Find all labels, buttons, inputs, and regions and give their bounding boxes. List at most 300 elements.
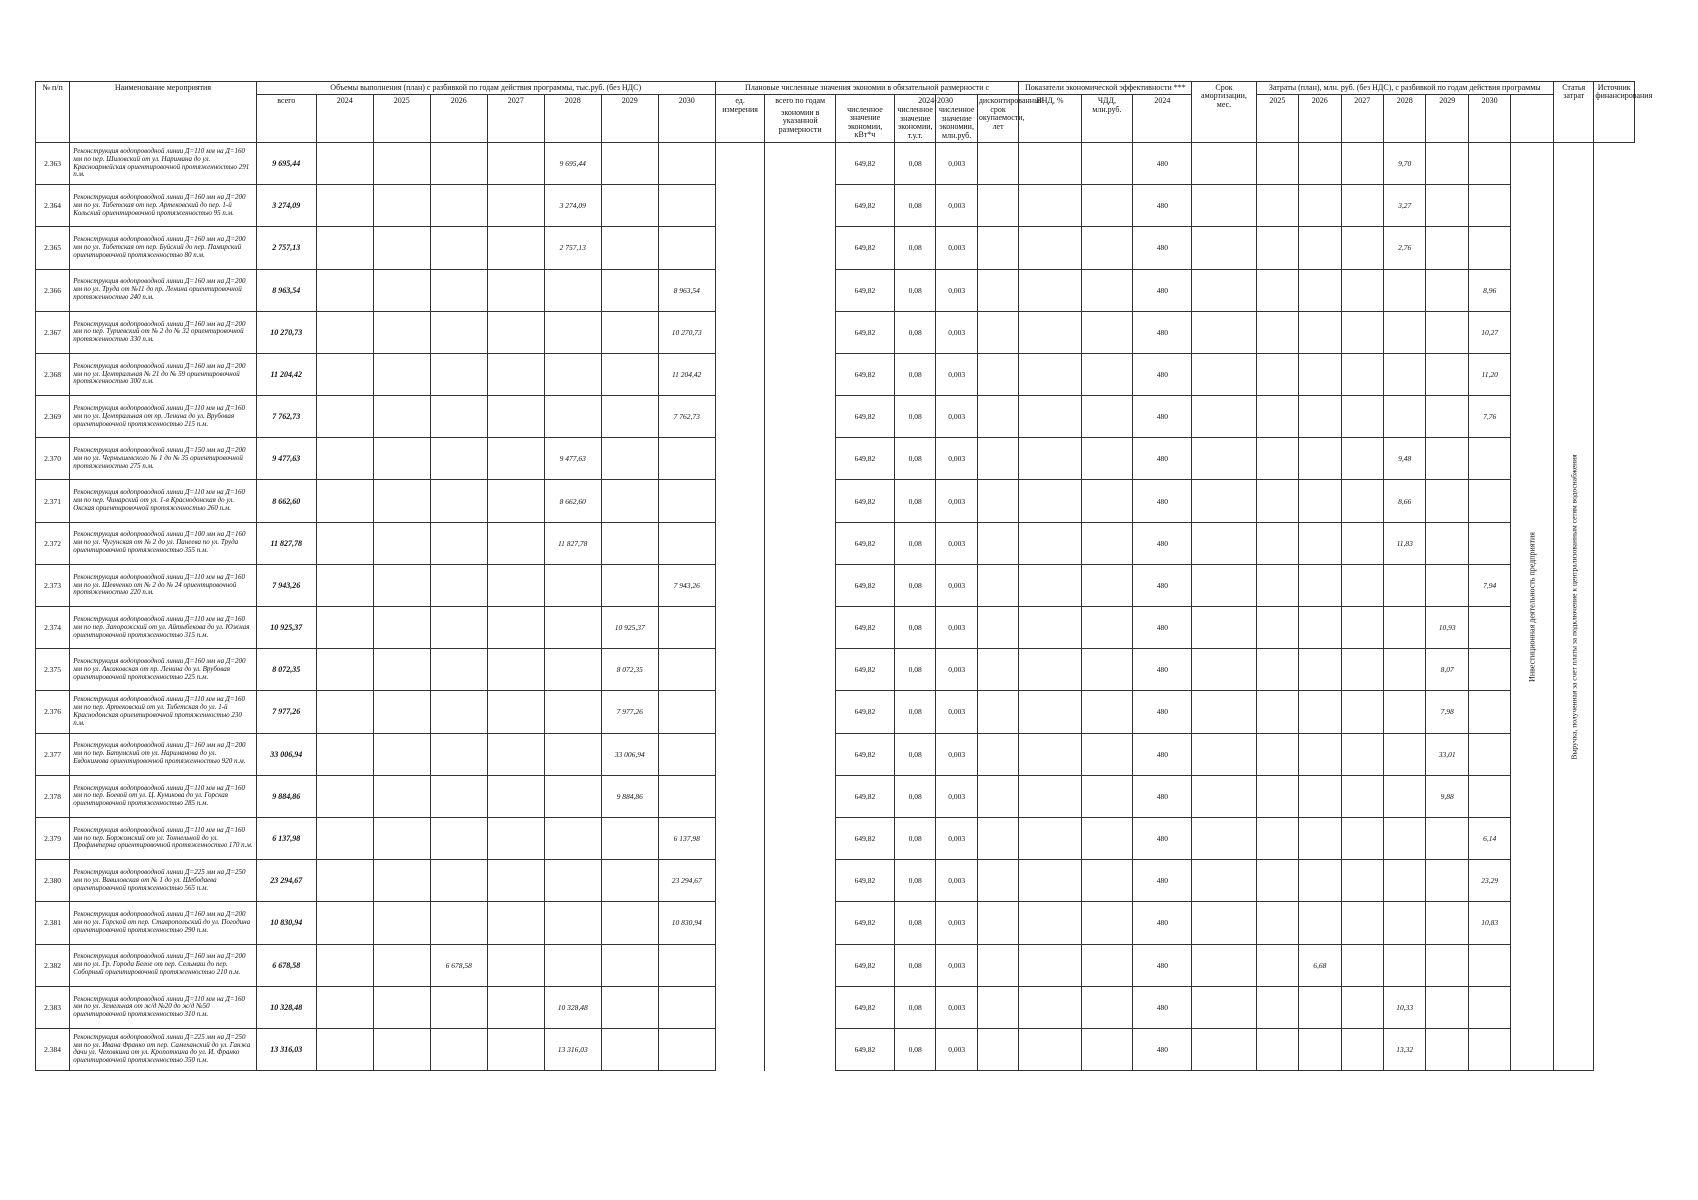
amortization-months: 480 bbox=[1133, 185, 1192, 227]
header-by-years bbox=[765, 95, 835, 143]
header-unit: ед. измерения bbox=[715, 95, 765, 143]
savings-by-years-cell bbox=[765, 986, 835, 1028]
unit-cell bbox=[715, 522, 765, 564]
volume-year-value bbox=[487, 775, 544, 817]
irr-cell bbox=[1019, 817, 1081, 859]
amortization-months: 480 bbox=[1133, 775, 1192, 817]
header-cost-year: 2030 bbox=[1468, 95, 1510, 143]
investment-program-table-sheet bbox=[35, 81, 1653, 1101]
header-cost-year: 2028 bbox=[1384, 95, 1426, 143]
row-number: 2.368 bbox=[36, 353, 70, 395]
volume-year-value bbox=[487, 607, 544, 649]
volume-year-value bbox=[487, 860, 544, 902]
cost-year-value: 11,20 bbox=[1468, 353, 1510, 395]
volume-year-value bbox=[601, 944, 658, 986]
cost-year-value bbox=[1299, 185, 1341, 227]
volume-year-value: 7 762,73 bbox=[658, 396, 715, 438]
volume-year-value bbox=[430, 1028, 487, 1070]
cost-year-value bbox=[1256, 564, 1298, 606]
measure-name: Реконструкция водопроводной линии Д=225 мм на Д=250 мм по ул. Вавиловская от № 1 до ул. Шебодаева ориентировочной протяженностью 565 п.м. bbox=[70, 860, 257, 902]
cost-year-value bbox=[1299, 902, 1341, 944]
cost-year-value bbox=[1341, 269, 1383, 311]
cost-year-value bbox=[1256, 902, 1298, 944]
cost-year-value bbox=[1384, 353, 1426, 395]
unit-cell bbox=[715, 986, 765, 1028]
cost-year-value bbox=[1299, 817, 1341, 859]
savings-tut: 0,08 bbox=[894, 860, 935, 902]
measure-name: Реконструкция водопроводной линии Д=160 мм на Д=200 мм по ул. Труда от №11 до пр. Ленина ориентировочной протяженностью 240 п.м. bbox=[70, 269, 257, 311]
cost-year-value bbox=[1299, 522, 1341, 564]
table-row bbox=[36, 353, 1635, 395]
savings-tut: 0,08 bbox=[894, 986, 935, 1028]
amortization-months: 480 bbox=[1133, 396, 1192, 438]
volume-year-value bbox=[373, 353, 430, 395]
cost-year-value bbox=[1299, 269, 1341, 311]
payback-cell bbox=[977, 564, 1019, 606]
volume-year-value bbox=[430, 691, 487, 733]
table-row bbox=[36, 311, 1635, 353]
cost-year-value bbox=[1384, 649, 1426, 691]
volume-year-value bbox=[601, 311, 658, 353]
savings-kwh: 649,82 bbox=[835, 775, 894, 817]
savings-kwh: 649,82 bbox=[835, 438, 894, 480]
savings-by-years-cell bbox=[765, 817, 835, 859]
header-year: 2029 bbox=[601, 95, 658, 143]
payback-cell bbox=[977, 269, 1019, 311]
payback-cell bbox=[977, 986, 1019, 1028]
volume-year-value bbox=[316, 649, 373, 691]
amortization-months: 480 bbox=[1133, 944, 1192, 986]
cost-year-value: 7,76 bbox=[1468, 396, 1510, 438]
header-name: Наименование мероприятия bbox=[70, 82, 257, 143]
row-number: 2.384 bbox=[36, 1028, 70, 1070]
header-year: 2024 bbox=[316, 95, 373, 143]
volume-year-value bbox=[601, 902, 658, 944]
volume-year-value bbox=[658, 649, 715, 691]
volume-year-value bbox=[316, 1028, 373, 1070]
cost-year-value bbox=[1192, 860, 1256, 902]
cost-year-value: 9,48 bbox=[1384, 438, 1426, 480]
funding-source-label: Выручка, полученная за счет платы за подключение к централизованным сетям водоснабжения bbox=[1569, 453, 1579, 760]
row-number: 2.371 bbox=[36, 480, 70, 522]
unit-cell bbox=[715, 311, 765, 353]
volume-year-value bbox=[316, 775, 373, 817]
measure-name: Реконструкция водопроводной линии Д=150 мм на Д=200 мм по ул. Чернышевского № 1 до № 35 ориентировочной протяженностью 275 п.м. bbox=[70, 438, 257, 480]
volume-year-value bbox=[373, 986, 430, 1028]
volume-year-value bbox=[544, 902, 601, 944]
row-number: 2.383 bbox=[36, 986, 70, 1028]
volume-year-value bbox=[487, 817, 544, 859]
npv-cell bbox=[1081, 733, 1133, 775]
volume-year-value bbox=[430, 185, 487, 227]
cost-year-value bbox=[1256, 775, 1298, 817]
savings-tut: 0,08 bbox=[894, 227, 935, 269]
irr-cell bbox=[1019, 649, 1081, 691]
savings-kwh: 649,82 bbox=[835, 649, 894, 691]
savings-rub: 0,003 bbox=[936, 564, 977, 606]
cost-year-value: 9,88 bbox=[1426, 775, 1468, 817]
volume-year-value bbox=[601, 564, 658, 606]
volume-total: 23 294,67 bbox=[256, 860, 316, 902]
irr-cell bbox=[1019, 691, 1081, 733]
payback-cell bbox=[977, 142, 1019, 184]
volume-year-value bbox=[373, 860, 430, 902]
amortization-months: 480 bbox=[1133, 311, 1192, 353]
npv-cell bbox=[1081, 311, 1133, 353]
savings-by-years-cell bbox=[765, 227, 835, 269]
savings-tut: 0,08 bbox=[894, 185, 935, 227]
unit-cell bbox=[715, 480, 765, 522]
row-number: 2.378 bbox=[36, 775, 70, 817]
header-cost-year: 2026 bbox=[1299, 95, 1341, 143]
irr-cell bbox=[1019, 353, 1081, 395]
cost-year-value bbox=[1256, 733, 1298, 775]
table-body bbox=[36, 142, 1635, 1070]
savings-kwh: 649,82 bbox=[835, 902, 894, 944]
volume-year-value: 9 477,63 bbox=[544, 438, 601, 480]
volume-total: 6 678,58 bbox=[256, 944, 316, 986]
amortization-months: 480 bbox=[1133, 986, 1192, 1028]
volume-year-value bbox=[316, 986, 373, 1028]
amortization-months: 480 bbox=[1133, 902, 1192, 944]
cost-year-value bbox=[1192, 311, 1256, 353]
table-row bbox=[36, 480, 1635, 522]
savings-tut: 0,08 bbox=[894, 480, 935, 522]
unit-cell bbox=[715, 396, 765, 438]
npv-cell bbox=[1081, 944, 1133, 986]
cost-year-value bbox=[1341, 311, 1383, 353]
cost-year-value bbox=[1341, 438, 1383, 480]
savings-tut: 0,08 bbox=[894, 691, 935, 733]
irr-cell bbox=[1019, 142, 1081, 184]
volume-year-value bbox=[487, 353, 544, 395]
volume-year-value bbox=[487, 227, 544, 269]
table-row bbox=[36, 564, 1635, 606]
volume-year-value bbox=[316, 269, 373, 311]
unit-cell bbox=[715, 733, 765, 775]
cost-year-value bbox=[1341, 185, 1383, 227]
savings-by-years-cell bbox=[765, 775, 835, 817]
cost-year-value: 8,96 bbox=[1468, 269, 1510, 311]
row-number: 2.377 bbox=[36, 733, 70, 775]
header-year: 2026 bbox=[430, 95, 487, 143]
savings-rub: 0,003 bbox=[936, 185, 977, 227]
npv-cell bbox=[1081, 1028, 1133, 1070]
unit-cell bbox=[715, 227, 765, 269]
irr-cell bbox=[1019, 269, 1081, 311]
cost-year-value bbox=[1384, 311, 1426, 353]
table-row bbox=[36, 269, 1635, 311]
volume-year-value bbox=[373, 817, 430, 859]
savings-by-years-cell bbox=[765, 607, 835, 649]
cost-year-value bbox=[1384, 269, 1426, 311]
row-number: 2.367 bbox=[36, 311, 70, 353]
amortization-months: 480 bbox=[1133, 269, 1192, 311]
header-row-1 bbox=[36, 82, 1635, 95]
volume-total: 33 006,94 bbox=[256, 733, 316, 775]
header-cost-year: 2024 bbox=[1133, 95, 1192, 143]
savings-kwh: 649,82 bbox=[835, 480, 894, 522]
unit-cell bbox=[715, 269, 765, 311]
header-year: 2030 bbox=[658, 95, 715, 143]
row-number: 2.380 bbox=[36, 860, 70, 902]
header-volume-group: Объемы выполнения (план) с разбивкой по годам действия программы, тыс.руб. (без НДС) bbox=[256, 82, 715, 95]
volume-year-value bbox=[373, 227, 430, 269]
savings-kwh: 649,82 bbox=[835, 142, 894, 184]
volume-year-value bbox=[487, 480, 544, 522]
cost-year-value bbox=[1341, 733, 1383, 775]
volume-total: 7 977,26 bbox=[256, 691, 316, 733]
volume-year-value bbox=[430, 311, 487, 353]
unit-cell bbox=[715, 817, 765, 859]
volume-year-value bbox=[544, 269, 601, 311]
cost-year-value bbox=[1468, 142, 1510, 184]
savings-rub: 0,003 bbox=[936, 775, 977, 817]
header-planned-group: Плановые численные значения экономии в обязательной размерности с bbox=[715, 82, 1019, 95]
savings-rub: 0,003 bbox=[936, 986, 977, 1028]
payback-cell bbox=[977, 733, 1019, 775]
volume-year-value bbox=[544, 775, 601, 817]
npv-cell bbox=[1081, 902, 1133, 944]
table-row bbox=[36, 227, 1635, 269]
volume-year-value: 9 695,44 bbox=[544, 142, 601, 184]
savings-kwh: 649,82 bbox=[835, 353, 894, 395]
volume-year-value bbox=[658, 986, 715, 1028]
volume-year-value bbox=[430, 649, 487, 691]
payback-cell bbox=[977, 1028, 1019, 1070]
cost-year-value bbox=[1426, 817, 1468, 859]
cost-year-value bbox=[1256, 1028, 1298, 1070]
cost-year-value bbox=[1426, 269, 1468, 311]
savings-tut: 0,08 bbox=[894, 817, 935, 859]
row-number: 2.373 bbox=[36, 564, 70, 606]
cost-year-value bbox=[1426, 396, 1468, 438]
cost-year-value bbox=[1299, 438, 1341, 480]
volume-year-value bbox=[487, 691, 544, 733]
cost-year-value bbox=[1192, 564, 1256, 606]
table-row bbox=[36, 817, 1635, 859]
savings-kwh: 649,82 bbox=[835, 185, 894, 227]
cost-year-value: 8,07 bbox=[1426, 649, 1468, 691]
savings-kwh: 649,82 bbox=[835, 986, 894, 1028]
cost-year-value bbox=[1341, 564, 1383, 606]
savings-rub: 0,003 bbox=[936, 396, 977, 438]
cost-year-value: 6,68 bbox=[1299, 944, 1341, 986]
table-row bbox=[36, 733, 1635, 775]
cost-year-value bbox=[1299, 564, 1341, 606]
row-number: 2.382 bbox=[36, 944, 70, 986]
cost-year-value bbox=[1468, 607, 1510, 649]
savings-rub: 0,003 bbox=[936, 522, 977, 564]
payback-cell bbox=[977, 944, 1019, 986]
savings-kwh: 649,82 bbox=[835, 691, 894, 733]
table-row bbox=[36, 185, 1635, 227]
unit-cell bbox=[715, 1028, 765, 1070]
amortization-months: 480 bbox=[1133, 649, 1192, 691]
volume-year-value bbox=[658, 185, 715, 227]
volume-total: 7 943,26 bbox=[256, 564, 316, 606]
volume-year-value bbox=[487, 1028, 544, 1070]
amortization-months: 480 bbox=[1133, 353, 1192, 395]
unit-cell bbox=[715, 607, 765, 649]
cost-year-value bbox=[1384, 902, 1426, 944]
savings-rub: 0,003 bbox=[936, 438, 977, 480]
amortization-months: 480 bbox=[1133, 691, 1192, 733]
payback-cell bbox=[977, 522, 1019, 564]
volume-year-value bbox=[316, 902, 373, 944]
volume-year-value: 10 925,37 bbox=[601, 607, 658, 649]
npv-cell bbox=[1081, 269, 1133, 311]
cost-year-value bbox=[1468, 775, 1510, 817]
cost-year-value bbox=[1256, 396, 1298, 438]
savings-rub: 0,003 bbox=[936, 944, 977, 986]
row-number: 2.370 bbox=[36, 438, 70, 480]
volume-year-value bbox=[601, 986, 658, 1028]
cost-year-value bbox=[1426, 227, 1468, 269]
irr-cell bbox=[1019, 564, 1081, 606]
row-number: 2.379 bbox=[36, 817, 70, 859]
volume-year-value bbox=[487, 564, 544, 606]
irr-cell bbox=[1019, 227, 1081, 269]
savings-by-years-cell bbox=[765, 944, 835, 986]
savings-tut: 0,08 bbox=[894, 944, 935, 986]
volume-year-value bbox=[487, 733, 544, 775]
volume-year-value bbox=[601, 142, 658, 184]
volume-year-value bbox=[373, 185, 430, 227]
amortization-months: 480 bbox=[1133, 522, 1192, 564]
row-number: 2.372 bbox=[36, 522, 70, 564]
savings-rub: 0,003 bbox=[936, 480, 977, 522]
amortization-months: 480 bbox=[1133, 480, 1192, 522]
volume-total: 8 662,60 bbox=[256, 480, 316, 522]
cost-year-value bbox=[1299, 480, 1341, 522]
cost-year-value bbox=[1384, 564, 1426, 606]
row-number: 2.374 bbox=[36, 607, 70, 649]
volume-year-value: 11 827,78 bbox=[544, 522, 601, 564]
payback-cell bbox=[977, 775, 1019, 817]
cost-year-value bbox=[1192, 902, 1256, 944]
savings-tut: 0,08 bbox=[894, 564, 935, 606]
volume-year-value bbox=[373, 522, 430, 564]
savings-tut: 0,08 bbox=[894, 269, 935, 311]
volume-year-value: 8 963,54 bbox=[658, 269, 715, 311]
volume-year-value bbox=[430, 438, 487, 480]
volume-year-value bbox=[658, 733, 715, 775]
cost-year-value bbox=[1341, 691, 1383, 733]
savings-by-years-cell bbox=[765, 860, 835, 902]
cost-year-value bbox=[1426, 185, 1468, 227]
savings-tut: 0,08 bbox=[894, 142, 935, 184]
cost-year-value bbox=[1341, 353, 1383, 395]
savings-kwh: 649,82 bbox=[835, 311, 894, 353]
payback-cell bbox=[977, 353, 1019, 395]
header-npv: ЧДД, млн.руб. bbox=[1081, 95, 1133, 143]
measure-name: Реконструкция водопроводной линии Д=110 мм на Д=160 мм по пер. Боржомский от ул. Тоннельной до ул. Профинтерна ориентировочной протяженностью 170 п.м. bbox=[70, 817, 257, 859]
volume-year-value bbox=[487, 986, 544, 1028]
cost-year-value bbox=[1299, 860, 1341, 902]
npv-cell bbox=[1081, 480, 1133, 522]
cost-year-value bbox=[1192, 817, 1256, 859]
row-number: 2.363 bbox=[36, 142, 70, 184]
measure-name: Реконструкция водопроводной линии Д=110 мм на Д=160 мм по пер. Запорожский от ул. Айтыбекова до ул. Южная ориентировочной протяженностью 315 п.м. bbox=[70, 607, 257, 649]
volume-total: 13 316,03 bbox=[256, 1028, 316, 1070]
table-row bbox=[36, 522, 1635, 564]
cost-year-value bbox=[1341, 649, 1383, 691]
cost-year-value bbox=[1341, 817, 1383, 859]
volume-total: 9 884,86 bbox=[256, 775, 316, 817]
npv-cell bbox=[1081, 817, 1133, 859]
volume-year-value bbox=[487, 438, 544, 480]
cost-year-value bbox=[1256, 944, 1298, 986]
volume-year-value bbox=[316, 522, 373, 564]
payback-cell bbox=[977, 227, 1019, 269]
cost-year-value bbox=[1192, 1028, 1256, 1070]
header-irr: ВНД, % bbox=[1019, 95, 1081, 143]
savings-tut: 0,08 bbox=[894, 733, 935, 775]
cost-year-value bbox=[1192, 438, 1256, 480]
npv-cell bbox=[1081, 775, 1133, 817]
irr-cell bbox=[1019, 185, 1081, 227]
cost-year-value bbox=[1341, 1028, 1383, 1070]
cost-year-value bbox=[1426, 860, 1468, 902]
cost-year-value bbox=[1426, 1028, 1468, 1070]
measure-name: Реконструкция водопроводной линии Д=110 мм на Д=160 мм по ул. Земельная от ж/д №20 до ж/д №50 ориентировочной протяженностью 310 п.м. bbox=[70, 986, 257, 1028]
measure-name: Реконструкция водопроводной линии Д=160 мм на Д=200 мм по ул. Тибетская от пер. Артековский до пер. 1-й Кольский ориентировочной протяженностью 95 п.м. bbox=[70, 185, 257, 227]
savings-tut: 0,08 bbox=[894, 775, 935, 817]
volume-year-value: 3 274,09 bbox=[544, 185, 601, 227]
savings-tut: 0,08 bbox=[894, 1028, 935, 1070]
savings-kwh: 649,82 bbox=[835, 227, 894, 269]
irr-cell bbox=[1019, 944, 1081, 986]
cost-year-value bbox=[1192, 522, 1256, 564]
row-number: 2.365 bbox=[36, 227, 70, 269]
volume-year-value bbox=[430, 986, 487, 1028]
cost-year-value bbox=[1426, 142, 1468, 184]
amortization-months: 480 bbox=[1133, 607, 1192, 649]
header-kwh-label: численное значение экономии, кВт*ч bbox=[847, 104, 883, 139]
table-row bbox=[36, 902, 1635, 944]
amortization-months: 480 bbox=[1133, 227, 1192, 269]
volume-year-value bbox=[430, 733, 487, 775]
cost-year-value bbox=[1256, 142, 1298, 184]
cost-year-value bbox=[1426, 311, 1468, 353]
volume-year-value bbox=[658, 1028, 715, 1070]
npv-cell bbox=[1081, 564, 1133, 606]
header-rub-label: численное значение экономии, млн.руб. bbox=[938, 105, 975, 140]
volume-year-value bbox=[316, 480, 373, 522]
header-cost-year: 2029 bbox=[1426, 95, 1468, 143]
cost-year-value bbox=[1299, 353, 1341, 395]
measure-name: Реконструкция водопроводной линии Д=110 мм на Д=160 мм по пер. Артековский от ул. Тибетская до ул. 1-й Краснодонская ориентировочной протяженностью 230 п.м. bbox=[70, 691, 257, 733]
volume-year-value: 7 977,26 bbox=[601, 691, 658, 733]
cost-year-value bbox=[1256, 269, 1298, 311]
volume-year-value: 13 316,03 bbox=[544, 1028, 601, 1070]
volume-total: 10 328,48 bbox=[256, 986, 316, 1028]
cost-year-value bbox=[1299, 691, 1341, 733]
cost-year-value bbox=[1341, 944, 1383, 986]
cost-year-value bbox=[1299, 607, 1341, 649]
volume-year-value bbox=[430, 564, 487, 606]
volume-year-value bbox=[544, 607, 601, 649]
cost-year-value: 11,83 bbox=[1384, 522, 1426, 564]
savings-by-years-cell bbox=[765, 142, 835, 184]
volume-total: 11 827,78 bbox=[256, 522, 316, 564]
cost-year-value: 2,76 bbox=[1384, 227, 1426, 269]
cost-year-value bbox=[1192, 185, 1256, 227]
header-amortization: Срок амортизации, мес. bbox=[1192, 82, 1256, 143]
cost-year-value bbox=[1192, 649, 1256, 691]
savings-kwh: 649,82 bbox=[835, 607, 894, 649]
